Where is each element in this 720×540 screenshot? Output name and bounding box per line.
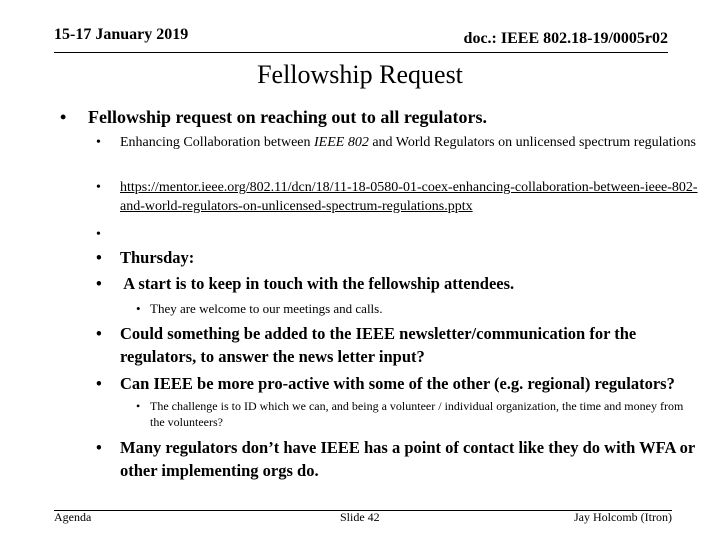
bullet-thursday-text: Thursday: xyxy=(120,248,195,267)
header-date: 15-17 January 2019 xyxy=(54,26,189,43)
bullet-dot-icon: • xyxy=(96,135,101,150)
footer-slide-number: Slide 42 xyxy=(340,510,380,524)
bullet-point-of-contact-text: Many regulators don’t have IEEE has a point of contact like they do with WFA or other implementing orgs do. xyxy=(120,438,695,480)
header-divider xyxy=(54,52,668,53)
bullet-dot-icon: • xyxy=(96,227,101,242)
bullet-collaboration-text: Enhancing Collaboration between IEEE 802 and World Regulators on unlicensed spectrum regulations xyxy=(120,135,696,150)
bullet-dot-icon: • xyxy=(96,374,102,393)
footer-author: Jay Holcomb (Itron) xyxy=(574,510,672,524)
footer-left: Agenda xyxy=(54,510,92,524)
bullet-dot-icon: • xyxy=(96,180,101,195)
main-bullet-text: Fellowship request on reaching out to all regulators. xyxy=(88,107,488,127)
bullet-dot-icon: • xyxy=(136,399,141,413)
bullet-dot-icon: • xyxy=(136,301,141,316)
slide-title: Fellowship Request xyxy=(257,60,463,89)
bullet-dot-icon: • xyxy=(96,248,102,267)
bullet-dot-icon: • xyxy=(60,107,67,127)
subbullet-challenge-text: The challenge is to ID which we can, and being a volunteer / individual organization, the time and money from the volunteers? xyxy=(150,399,684,429)
mentor-document-link[interactable]: https://mentor.ieee.org/802.11/dcn/18/11-18-0580-01-coex-enhancing-collaboration-between-ieee-802-and-world-regulators-on-unlicensed-spectrum-regulations.pptx xyxy=(120,180,698,214)
header-doc-id: doc.: IEEE 802.18-19/0005r02 xyxy=(463,30,668,47)
bullet-newsletter-text: Could something be added to the IEEE newsletter/communication for the regulators, to answer the news letter input? xyxy=(120,324,637,366)
bullet-dot-icon: • xyxy=(96,438,102,457)
subbullet-welcome-text: They are welcome to our meetings and calls. xyxy=(150,301,383,316)
bullet-dot-icon: • xyxy=(96,324,102,343)
bullet-keep-in-touch-text: A start is to keep in touch with the fellowship attendees. xyxy=(120,274,515,293)
bullet-proactive-text: Can IEEE be more pro-active with some of the other (e.g. regional) regulators? xyxy=(120,374,675,393)
bullet-dot-icon: • xyxy=(96,274,102,293)
